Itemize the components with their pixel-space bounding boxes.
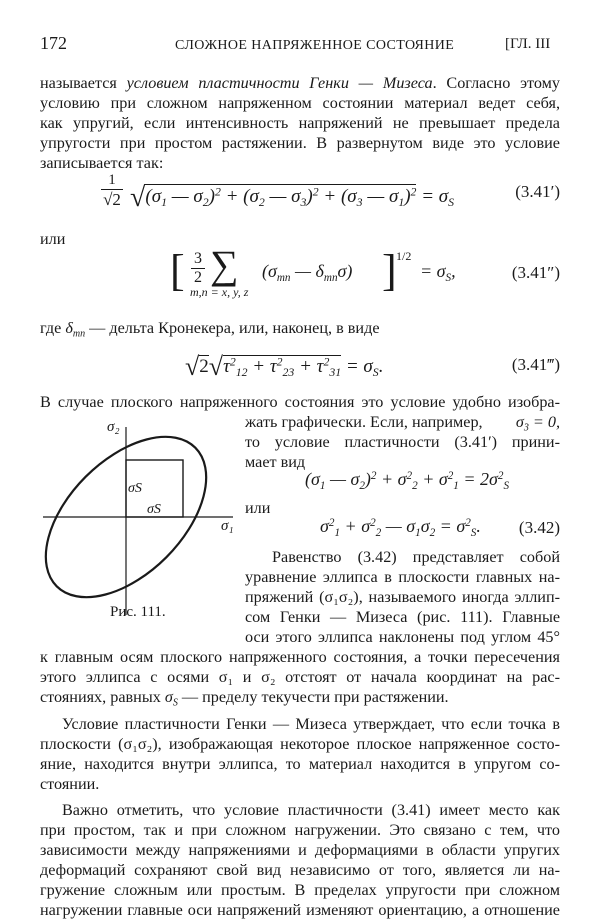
equation-3-41-prime — [100, 172, 560, 214]
para3-line5: оси этого эллипса наклонены под углом 45° — [245, 628, 560, 646]
summation-subscript: m,n = x, y, z — [190, 285, 249, 299]
ellipse-diagram — [35, 415, 245, 630]
para1-line4: упругости при простом растяжении. В развернутом виде это условие — [40, 134, 560, 152]
mises-ellipse — [35, 415, 236, 627]
left-bracket: [ — [170, 246, 185, 295]
equation-body: $\sigma^2_1 + \sigma^2_2$ — $\sigma_1\sigma_2 = \sigma^2_S$. — [320, 516, 481, 539]
running-title: СЛОЖНОЕ НАПРЯЖЕННОЕ СОСТОЯНИЕ — [175, 38, 455, 53]
equation-number: (3.41′) — [515, 182, 560, 201]
equation-body: $√(\sigma_1$ — $\sigma_2)^2 + (\sigma_2$ — $\sigma_3)^2 + (\sigma_3$ — $\sigma_1)^2 = \sigma_S$ — [130, 182, 455, 213]
para5-line3: зависимости между напряжениями и деформациями в области упругих — [40, 841, 560, 859]
fraction — [190, 251, 206, 286]
para3-line3: пряжений (σ₁σ₂), называемого иногда эллип- — [245, 588, 560, 606]
para3-line6: к главным осям плоского напряженного состояния, а точки пересечения — [40, 648, 560, 666]
para3-line2: уравнение эллипса в плоскости главных на- — [245, 568, 560, 586]
text-fragment: — пределу текучести при растяжении. — [177, 688, 449, 706]
para1-line2: условию при сложном напряженном состоянии материал ведет себя, — [40, 94, 560, 112]
inline-math: $\sigma_S$ — [164, 688, 178, 709]
equation-number: (3.42) — [518, 518, 560, 537]
para5-line4: деформаций сохраняют свой вид независимо от того, является ли на- — [40, 861, 560, 879]
text-fragment: жать графически. Если, например, — [245, 413, 483, 431]
para3-line8 — [40, 687, 449, 714]
para5-line6: нагружении главные оси напряжений изменяют ориентацию, а отношение — [40, 901, 560, 919]
or-connector: или — [40, 230, 66, 248]
emphasized-term: условием пластичности Генки — Мизеса — [126, 74, 433, 92]
fraction — [100, 172, 124, 209]
equation-number: (3.41‴) — [511, 355, 560, 374]
text-fragment: стояниях, равных — [40, 688, 165, 706]
equation-ellipse-full: ($\sigma_1$ — $\sigma_2)^2 + \sigma^2_2 + \sigma^2_1 = 2\sigma^2_S$ — [305, 469, 510, 492]
para2-line2 — [245, 412, 560, 432]
fraction-denominator: 2 — [194, 269, 202, 286]
page-number: 172 — [40, 33, 67, 53]
inner-label-sigma-s-2: σS — [147, 502, 161, 517]
axis-label-sigma2: σ₂ — [107, 419, 120, 435]
para5-line1: Важно отметить, что условие пластичности (3.41) имеет место как — [62, 801, 560, 819]
fraction-denominator: √2 — [103, 190, 121, 209]
equation-rhs: = $\sigma_S$, — [420, 261, 456, 284]
equation-body: $√2√\tau^2_{12} + \tau^2_{23} + \tau^2_{31} = \sigma_S$. — [185, 352, 384, 381]
para1-line3: как упругий, если интенсивность напряжений не превышает предела — [40, 114, 560, 132]
text-fragment: где — [40, 319, 66, 337]
para4-line3: яние, находится внутри эллипса, то материал находится в упругом со- — [40, 755, 560, 773]
summation-sign: ∑ — [210, 242, 239, 287]
figure-caption: Рис. 111. — [110, 604, 166, 620]
para4-line1: Условие пластичности Генки — Мизеса утверждает, что если точка в — [62, 715, 560, 733]
para4-line4: стоянии. — [40, 775, 100, 793]
inline-math: $\sigma_3 = 0$, — [515, 413, 560, 434]
kronecker-symbol: $\delta_{mn}$ — [65, 319, 86, 340]
text-fragment: называется — [40, 74, 127, 92]
para3-line1: Равенство (3.42) представляет собой — [272, 548, 560, 566]
fraction-numerator: 1 — [108, 172, 116, 188]
equation-3-42 — [320, 516, 560, 546]
summation-term: ($\sigma_{mn}$ — $\delta_{mn}\sigma$) — [262, 261, 353, 284]
para1-line5: записывается так: — [40, 154, 164, 172]
fraction-numerator: 3 — [194, 250, 202, 267]
exponent: 1/2 — [396, 249, 412, 263]
or-connector: или — [245, 499, 271, 517]
chapter-reference: [ГЛ. III — [505, 36, 551, 52]
para3-line4: сом Генки — Мизеса (рис. 111). Главные — [245, 608, 560, 626]
para1-line1 — [40, 73, 560, 93]
figure-111 — [35, 415, 245, 630]
text-fragment: . Согласно этому — [432, 74, 561, 92]
kronecker-line — [40, 318, 380, 345]
para2-line4: мает вид — [245, 453, 306, 471]
para2-line3: то условие пластичности (3.41′) прини- — [245, 433, 560, 451]
equation-3-41-triple-prime — [185, 345, 560, 383]
para5-line2: при простом, так и при сложном нагружении. Это связано с тем, что — [40, 821, 560, 839]
para4-line2: плоскости (σ₁σ₂), изображающая некоторое плоское напряженное состо- — [40, 735, 560, 753]
equation-number: (3.41″) — [511, 263, 560, 282]
para3-line7: этого эллипса с осями σ₁ и σ₂ отстоят от начала координат на рас- — [40, 668, 560, 686]
right-bracket: ] — [382, 246, 397, 295]
inner-label-sigma-s-1: σS — [128, 481, 142, 496]
text-fragment: — дельта Кронекера, или, наконец, в виде — [85, 319, 380, 337]
para5-line5: гружение сложным или простым. В пределах упругости при сложном — [40, 881, 560, 899]
axis-label-sigma1: σ₁ — [221, 518, 234, 534]
para2-line1: В случае плоского напряженного состояния это условие удобно изобра- — [40, 393, 560, 411]
equation-3-41-double-prime — [170, 242, 560, 305]
